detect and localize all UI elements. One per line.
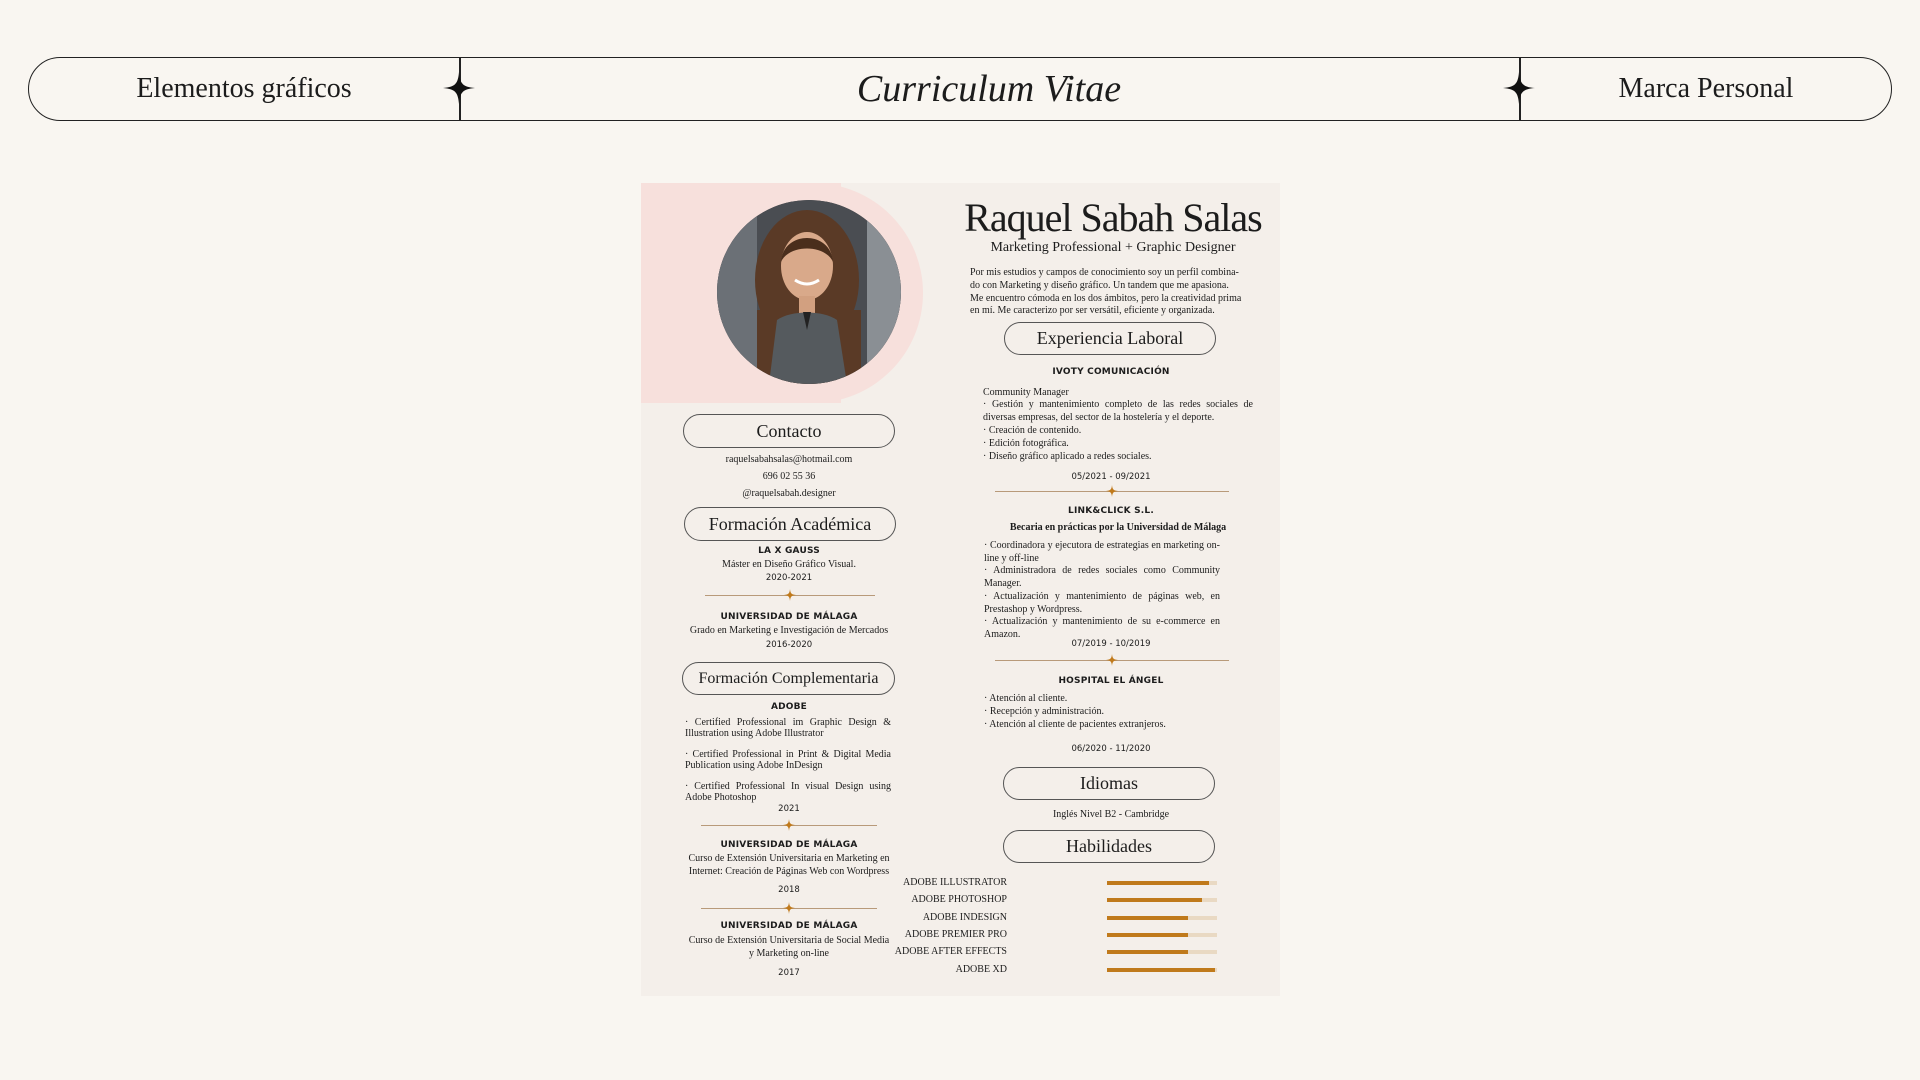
- sparkle-icon: [783, 819, 795, 831]
- job-task: · Atención al cliente.: [984, 693, 1068, 704]
- uma-course-line: Curso de Extensión Universitaria en Marketing en: [688, 853, 890, 864]
- complementary-heading: Formación Complementaria: [682, 662, 895, 695]
- sparkle-icon: [1106, 485, 1118, 497]
- skill-bar-track: [1107, 916, 1217, 920]
- skill-label: ADOBE PREMIER PRO: [904, 928, 1007, 940]
- skill-bar-track: [1107, 898, 1217, 902]
- job-task: · Diseño gráfico aplicado a redes sociales.: [983, 451, 1152, 462]
- profile-photo: [717, 200, 901, 384]
- banner-right-label: Marca Personal: [1618, 73, 1794, 104]
- job-task: · Coordinadora y ejecutora de estrategias en marketing on-line y off-line: [984, 540, 1220, 564]
- education-years: 2016-2020: [765, 640, 813, 650]
- job-task: · Actualización y mantenimiento de páginas web, en Prestashop y Wordpress.: [984, 591, 1220, 615]
- skill-bar-track: [1107, 950, 1217, 954]
- skill-label: ADOBE PHOTOSHOP: [911, 894, 1007, 906]
- profile-line: Me encuentro cómoda en los dos ámbitos, pero la creatividad prima: [970, 292, 1242, 304]
- skill-bar-track: [1107, 881, 1217, 885]
- contact-email: raquelsabahsalas@hotmail.com: [725, 454, 853, 465]
- job-task: · Recepción y administración.: [984, 706, 1104, 717]
- adobe-cert: · Certified Professional im Graphic Design & Illustration using Adobe Illustrator: [685, 717, 891, 739]
- profile-line: Por mis estudios y campos de conocimiento soy un perfil combina-: [970, 267, 1239, 278]
- sparkle-icon: [783, 902, 795, 914]
- skill-label: ADOBE XD: [955, 963, 1007, 975]
- uma-year: 2018: [778, 885, 800, 895]
- education-school: UNIVERSIDAD DE MÁLAGA: [720, 612, 858, 622]
- job-task: · Administradora de redes sociales como Community Manager.: [984, 565, 1220, 589]
- candidate-name: Raquel Sabah Salas: [964, 195, 1262, 240]
- profile-line: en mí. Me caracterizo por ser versátil, eficiente y organizada.: [970, 305, 1215, 317]
- uma-title: UNIVERSIDAD DE MÁLAGA: [720, 921, 858, 931]
- contact-social: @raquelsabah.designer: [742, 488, 836, 499]
- skill-bar-fill: [1107, 933, 1188, 937]
- uma-course-line: Internet: Creación de Páginas Web con Wordpress: [688, 866, 890, 877]
- job-role: Becaria en prácticas por la Universidad de Málaga: [1009, 522, 1227, 533]
- adobe-year: 2021: [778, 804, 800, 814]
- skill-bar-track: [1107, 968, 1217, 972]
- job-dates: 06/2020 - 11/2020: [1071, 744, 1151, 754]
- job-task: · Actualización y mantenimiento de su e-commerce en Amazon.: [984, 616, 1220, 640]
- skill-bar-fill: [1107, 898, 1202, 902]
- contact-heading: Contacto: [683, 414, 895, 448]
- languages-heading: Idiomas: [1003, 767, 1215, 800]
- education-years: 2020-2021: [765, 573, 813, 583]
- job-company: HOSPITAL EL ÁNGEL: [1058, 676, 1164, 686]
- uma-year: 2017: [778, 968, 800, 978]
- uma-title: UNIVERSIDAD DE MÁLAGA: [720, 840, 858, 850]
- skill-label: ADOBE INDESIGN: [922, 911, 1007, 923]
- top-banner: [28, 57, 1892, 121]
- job-task: · Gestión y mantenimiento completo de las redes sociales de diversas empresas, del sector de la hostelería y el deporte.: [983, 399, 1253, 423]
- skill-bar-track: [1107, 933, 1217, 937]
- contact-phone: 696 02 55 36: [762, 471, 816, 482]
- education-degree: Grado en Marketing e Investigación de Mercados: [689, 625, 889, 636]
- job-task: · Atención al cliente de pacientes extranjeros.: [984, 719, 1166, 730]
- experience-heading: Experiencia Laboral: [1004, 322, 1216, 355]
- profile-text: [970, 267, 1266, 318]
- adobe-cert: · Certified Professional In visual Design using Adobe Photoshop: [685, 781, 891, 803]
- job-company: IVOTY COMUNICACIÓN: [1052, 367, 1170, 377]
- uma-course-line: Curso de Extensión Universitaria de Social Media: [688, 935, 890, 946]
- skill-label: ADOBE ILLUSTRATOR: [903, 877, 1007, 888]
- candidate-subtitle: Marketing Professional + Graphic Designer: [990, 240, 1236, 255]
- sparkle-icon: [1106, 654, 1118, 666]
- banner-title: Curriculum Vitae: [856, 68, 1122, 110]
- education-heading: Formación Académica: [684, 507, 896, 541]
- skill-bar-fill: [1107, 950, 1188, 954]
- sparkle-icon: [1503, 72, 1535, 104]
- job-task: · Creación de contenido.: [983, 425, 1082, 436]
- skill-bar-fill: [1107, 916, 1188, 920]
- job-dates: 07/2019 - 10/2019: [1071, 639, 1151, 649]
- job-company: LINK&CLICK S.L.: [1068, 506, 1154, 516]
- skills-heading: Habilidades: [1003, 830, 1215, 863]
- uma-course-line: y Marketing on-line: [749, 948, 829, 959]
- adobe-title: ADOBE: [770, 702, 808, 712]
- education-degree: Máster en Diseño Gráfico Visual.: [722, 559, 856, 570]
- job-role: Community Manager: [983, 387, 1069, 398]
- sparkle-icon: [784, 589, 796, 601]
- skill-bar-fill: [1107, 881, 1209, 885]
- banner-left-label: Elementos gráficos: [136, 73, 352, 104]
- sparkle-icon: [443, 72, 475, 104]
- language-item: Inglés Nivel B2 - Cambridge: [1052, 809, 1170, 820]
- job-task: · Edición fotográfica.: [983, 438, 1069, 449]
- job-dates: 05/2021 - 09/2021: [1071, 472, 1151, 482]
- skill-bar-fill: [1107, 968, 1215, 972]
- education-school: LA X GAUSS: [758, 546, 820, 556]
- adobe-cert: · Certified Professional in Print & Digital Media Publication using Adobe InDesign: [685, 749, 891, 771]
- profile-line: do con Marketing y diseño gráfico. Un tandem que me apasiona.: [970, 279, 1229, 291]
- skill-label: ADOBE AFTER EFFECTS: [894, 946, 1007, 958]
- cv-page: [641, 183, 1280, 996]
